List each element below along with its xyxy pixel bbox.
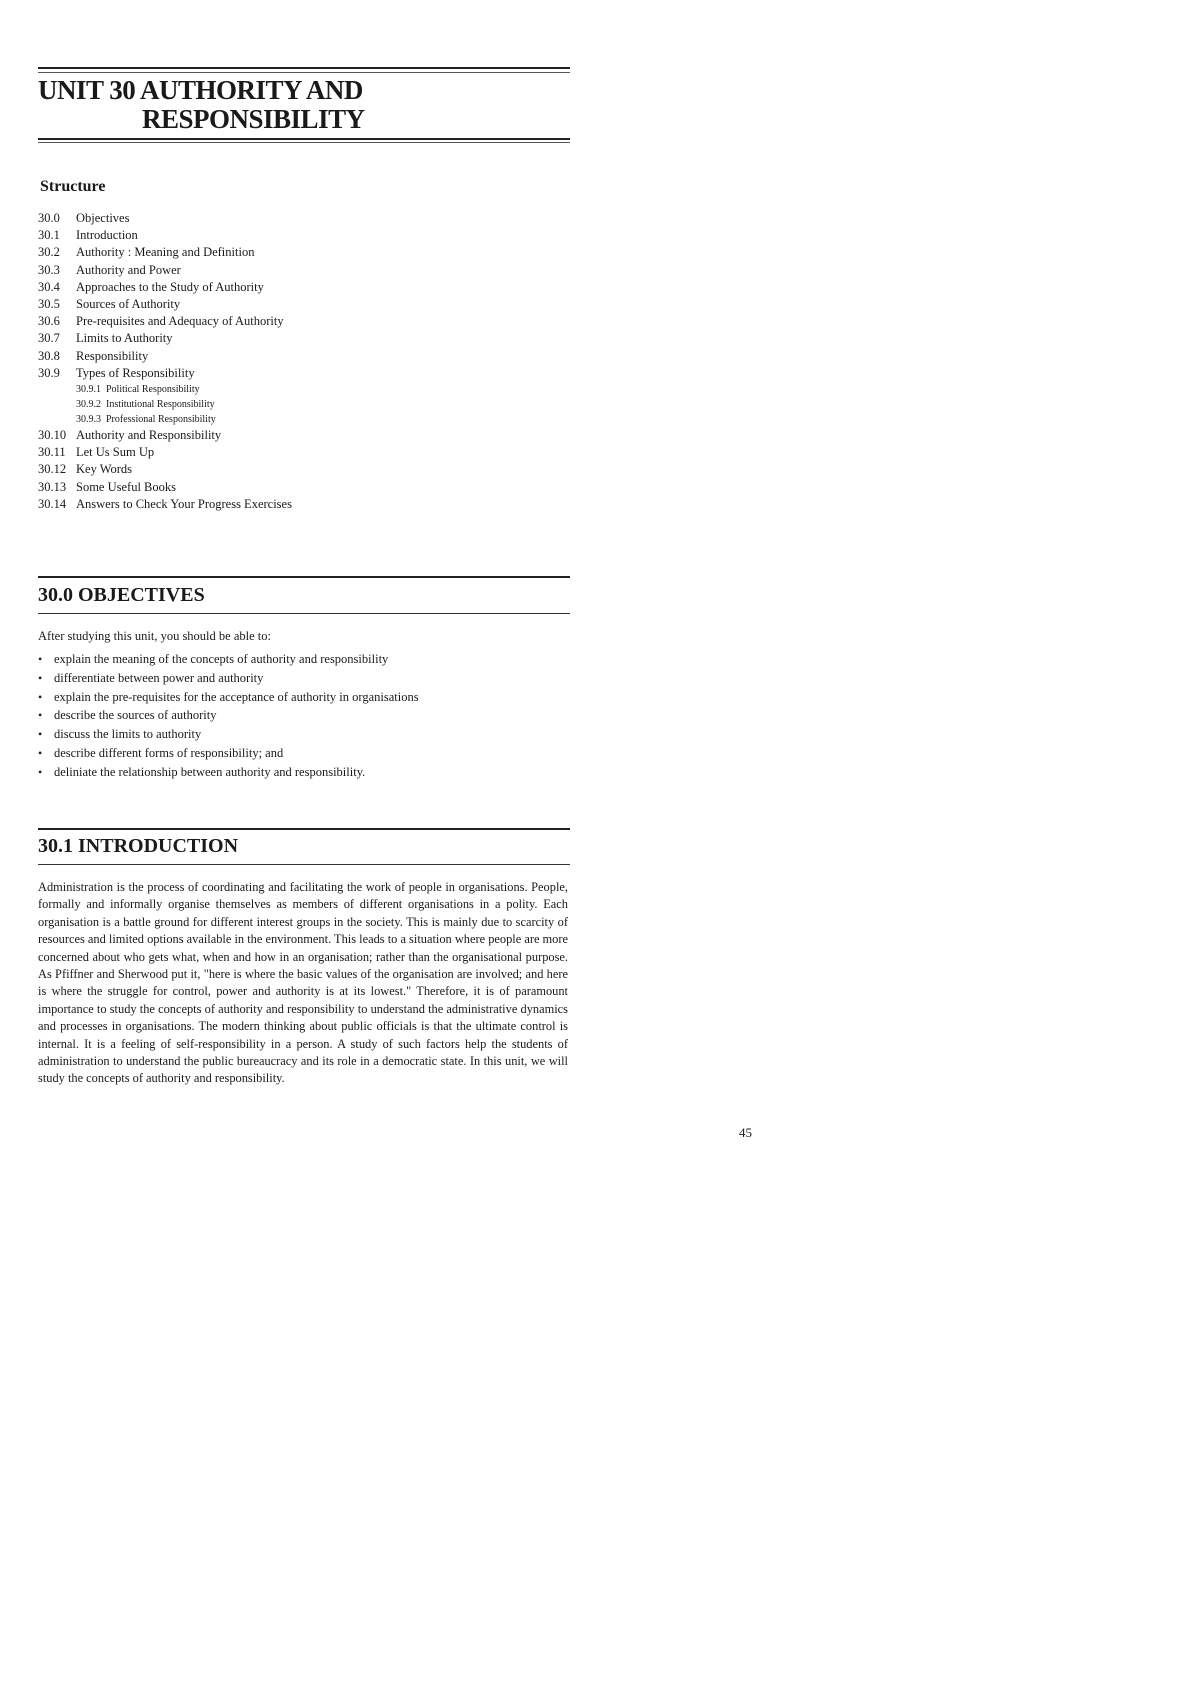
- toc-item: 30.0 Objectives: [38, 211, 130, 225]
- toc-item: 30.4 Approaches to the Study of Authority: [38, 279, 264, 294]
- toc-item: 30.8 Responsibility: [38, 348, 149, 363]
- list-item: • explain the pre-requisites for the acceptance of authority in organisations: [38, 688, 570, 707]
- list-item: • differentiate between power and authority: [38, 669, 570, 688]
- title-rule-bottom: [38, 138, 570, 140]
- structure-heading: Structure: [40, 178, 106, 195]
- list-item: • explain the meaning of the concepts of authority and responsibility: [38, 650, 570, 669]
- title-rule-top: [38, 67, 570, 69]
- objectives-rule-top: [38, 576, 570, 578]
- introduction-rule-bottom: [38, 864, 570, 865]
- bullet-icon: •: [38, 652, 43, 666]
- bullet-icon: •: [38, 670, 43, 685]
- objectives-intro: After studying this unit, you should be able to:: [38, 629, 271, 643]
- bullet-icon: •: [38, 689, 43, 704]
- introduction-paragraph: Administration is the process of coordinating and facilitating the work of people in organisations. People, formally and informally organise themselves as members of different organisations in a polity. Each organisation is a battle ground for different interest groups in the society. This is mainly due to scarcity of resources and limited options available in the environment. This leads to a situation where people are more concerned about who gets what, when and how in an organisation; rather than the organisational purpose. As Pfiffner and Sherwood put it, "here is where the basic values of the organisation are involved; and here is where the struggle for control, power and authority is at its lowest." Therefore, it is of paramount importance to study the concepts of authority and responsibility to understand the administrative dynamics and processes in organisations. The modern thinking about public officials is that the ultimate control is internal. It is a feeling of self-responsibility in a person. A study of such factors help the students of administration to understand the public bureaucracy and its role in a democratic state. In this unit, we will study the concepts of authority and responsibility.: [38, 880, 569, 1086]
- list-item: • deliniate the relationship between authority and responsibility.: [38, 763, 570, 782]
- toc-sub-item: 30.9.2 Institutional Responsibility: [76, 399, 215, 411]
- toc-sub-item: 30.9.1 Political Responsibility: [76, 384, 200, 396]
- list-item: • describe different forms of responsibility; and: [38, 744, 570, 763]
- introduction-rule-top: [38, 828, 570, 830]
- title-rule-top-thin: [38, 72, 570, 73]
- title-rule-bottom-thin: [38, 142, 570, 143]
- toc-sub-item: 30.9.3 Professional Responsibility: [76, 414, 216, 426]
- objectives-list: [38, 650, 570, 782]
- list-item: • describe the sources of authority: [38, 706, 570, 725]
- toc-item: 30.14 Answers to Check Your Progress Exercises: [38, 496, 292, 511]
- toc-item: 30.11 Let Us Sum Up: [38, 445, 155, 460]
- bullet-icon: •: [38, 745, 43, 760]
- toc-item: 30.2 Authority : Meaning and Definition: [38, 245, 255, 260]
- objectives-rule-bottom: [38, 613, 570, 614]
- objectives-heading: 30.0 OBJECTIVES: [38, 584, 205, 606]
- toc-item: 30.7 Limits to Authority: [38, 331, 173, 346]
- toc-item: 30.6 Pre-requisites and Adequacy of Authority: [38, 314, 284, 329]
- bullet-icon: •: [38, 727, 43, 742]
- bullet-icon: •: [38, 764, 43, 779]
- toc-item: 30.13 Some Useful Books: [38, 479, 176, 494]
- toc-item: 30.3 Authority and Power: [38, 262, 181, 277]
- unit-title: [38, 76, 570, 134]
- toc-item: 30.10 Authority and Responsibility: [38, 428, 222, 443]
- unit-title-line1: UNIT 30 AUTHORITY AND: [38, 75, 363, 105]
- toc-item: 30.12 Key Words: [38, 462, 133, 477]
- toc-item: 30.5 Sources of Authority: [38, 297, 181, 312]
- introduction-heading: 30.1 INTRODUCTION: [38, 835, 239, 857]
- toc-item: 30.9 Types of Responsibility: [38, 365, 195, 380]
- structure-list: [38, 210, 570, 513]
- toc-item: 30.1 Introduction: [38, 228, 138, 243]
- list-item: • discuss the limits to authority: [38, 725, 570, 744]
- bullet-icon: •: [38, 708, 43, 723]
- page-number: 45: [739, 1125, 752, 1140]
- unit-title-line2: RESPONSIBILITY: [142, 104, 365, 134]
